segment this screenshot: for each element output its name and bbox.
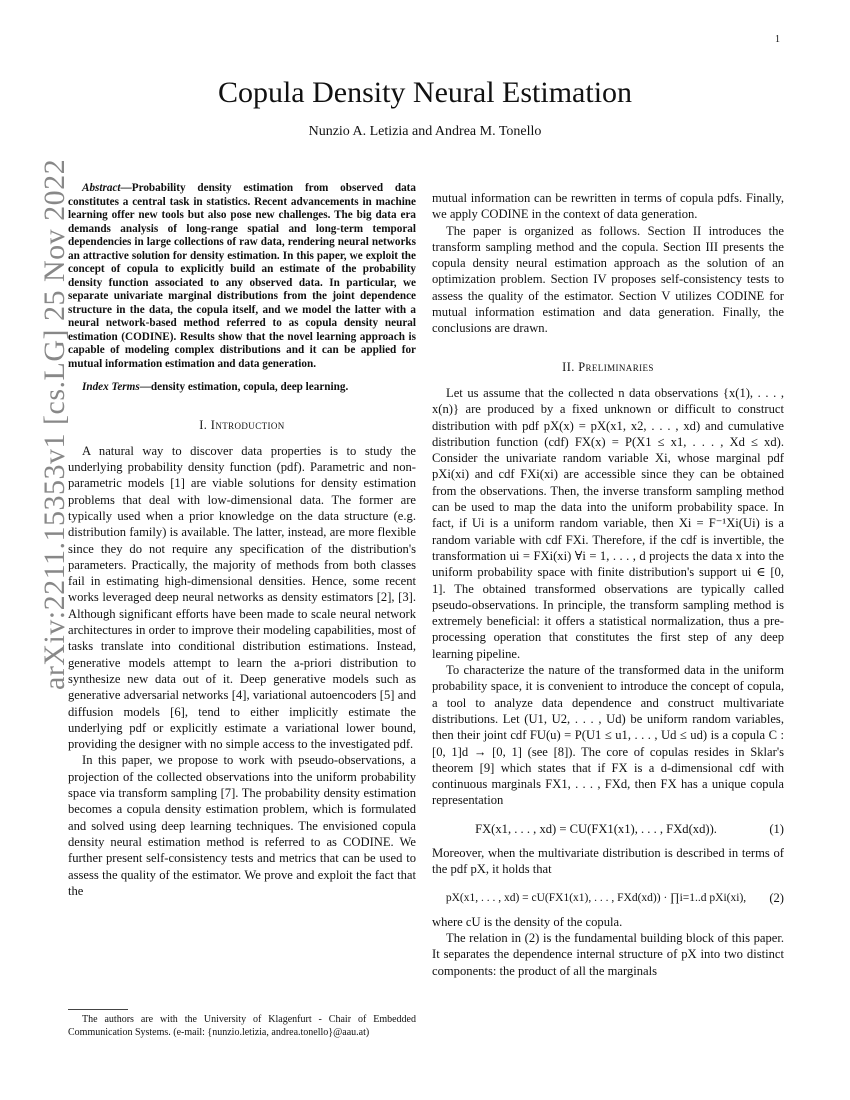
equation-1 <box>432 821 784 837</box>
body-paragraph: The paper is organized as follows. Section II introduces the transform sampling method and the copula. Section III presents the copula density neural estimation approach as the solution of an optimization problem. Section IV proposes self-consistency tests to assess the quality of the estimator. Section V utilizes CODINE for mutual information estimation and data generation. Finally, the conclusions are drawn. <box>432 223 784 336</box>
footnote-rule <box>68 1009 128 1010</box>
paper-title: Copula Density Neural Estimation <box>217 76 633 109</box>
body-paragraph: mutual information can be rewritten in terms of copula pdfs. Finally, we apply CODINE in the context of data generation. <box>432 191 784 222</box>
abstract <box>68 182 416 371</box>
paper-authors: Nunzio A. Letizia and Andrea M. Tonello <box>308 124 542 139</box>
section-heading-preliminaries: II. Preliminaries <box>562 359 654 374</box>
equation-2-body: pX(x1, . . . , xd) = cU(FX1(x1), . . . , FXd(xd)) · ∏i=1..d pXi(xi), <box>445 891 747 904</box>
footnote <box>68 1014 416 1039</box>
arxiv-sidebar-id: arXiv:2211.15353v1 [cs.LG] 25 Nov 2022 <box>38 158 71 690</box>
intro-paragraph: In this paper, we propose to work with pseudo-observations, a projection of the collected observations into the uniform probability space via transform sampling [7]. The probability density estimation becomes a copula density estimation problem, which is formulated and solved using deep learning techniques. The envisioned copula density neural estimation method is referred to as CODINE. We further present self-consistency tests and metrics that can be used to assess the quality of the estimator. We prove and exploit the fact that the <box>68 753 416 898</box>
abstract-label: Abstract <box>82 182 121 194</box>
equation-1-number: (1) <box>769 821 784 836</box>
equation-2 <box>432 890 784 906</box>
index-terms-text: —density estimation, copula, deep learning. <box>139 381 349 393</box>
abstract-text: —Probability density estimation from observed data constitutes a central task in statistics. Recent advancements in machine learning offer new tools but also pose new challenges. The big data era demands analysis of long-range spatial and long-term temporal dependencies in large collections of raw data, rendering neural networks an attractive solution for density estimation. In this paper, we exploit the concept of copula to explicitly build an estimate of the probability density function associated to any observed data. In particular, we separate univariate marginal distributions from the joint dependence structure in the data, the copula itself, and we model the latter with a neural network-based method referred to as copula density neural estimation (CODINE). Results show that the novel learning approach is capable of modeling complex distributions and it can be applied for mutual information estimation and data generation. <box>68 182 416 370</box>
index-terms-label: Index Terms <box>82 381 140 393</box>
equation-2-number: (2) <box>769 890 784 905</box>
body-paragraph: where cU is the density of the copula. <box>432 914 623 929</box>
body-paragraph: Moreover, when the multivariate distribution is described in terms of the pdf pX, it holds that <box>432 845 784 877</box>
body-paragraph: To characterize the nature of the transformed data in the uniform probability space, it is convenient to introduce the concept of copula, a tool to analyze data dependence and construct multivariate distributions. Let (U1, U2, . . . , Ud) be uniform random variables, then their joint cdf FU(u) = P(U1 ≤ u1, . . . , Ud ≤ ud) is a copula C : [0, 1]d → [0, 1] (see [8]). The core of copulas resides in Sklar's theorem [9] which states that if FX is a d-dimensional cdf with continuous marginals FX1, . . . , FXd, then FX has a unique copula representation <box>432 663 784 808</box>
right-column <box>432 190 784 979</box>
equation-1-body: FX(x1, . . . , xd) = CU(FX1(x1), . . . , FXd(xd)). <box>475 821 717 836</box>
body-paragraph: Let us assume that the collected n data observations {x(1), . . . , x(n)} are produced by a fixed unknown or difficult to construct distribution with pdf pX(x) = pX(x1, x2, . . . , xd) and cumulative distribution function (cdf) FX(x) = P(X1 ≤ x1, . . . , Xd ≤ xd). Consider the univariate random variable Xi, whose marginal pdf pXi(xi) and cdf FXi(xi) are accessible since they can be obtained from the observations. Then, the inverse transform sampling method can be used to map the data into the uniform probability space. In fact, if Ui is a uniform random variable, then Xi = F⁻¹Xi(Ui) is a random variable with cdf FXi. Therefore, if the cdf is invertible, the transformation ui = FXi(xi) ∀i = 1, . . . , d projects the data x into the uniform probability space with finite distribution's support ui ∈ [0, 1]. The obtained transformed observations are typically called pseudo-observations. In principle, the transform sampling method is extremely beneficial: it offers a statistical normalization, thus a pre-processing operation that constitutes the first step of any deep learning pipeline. <box>432 385 784 661</box>
index-terms <box>68 381 416 395</box>
page-number: 1 <box>775 34 780 45</box>
body-paragraph: The relation in (2) is the fundamental building block of this paper. It separates the dependence internal structure of pX into two distinct components: the product of all the marginals <box>432 931 784 978</box>
footnote-text: The authors are with the University of Klagenfurt - Chair of Embedded Communication Systems. (e-mail: {nunzio.letizia, andrea.tonello}@aau.at) <box>68 1014 416 1038</box>
section-heading-introduction: I. Introduction <box>199 417 285 432</box>
left-column <box>68 182 416 899</box>
intro-paragraph: A natural way to discover data properties is to study the underlying probability density function (pdf). Parametric and non-parametric models [1] are viable solutions for density estimation problems that deal with low-dimensional data. The former are typically used when a prior knowledge on the data structure (e.g. distribution family) is available. The latter, instead, are more flexible since they do not require any specification of the distribution's parameters. Practically, the majority of methods from both classes fail in estimating high-dimensional densities. Hence, some recent works leveraged deep neural networks as density estimators [2], [3]. Although significant efforts have been made to scale neural network architectures in order to improve their modeling capabilities, most of tasks translate into conditional distribution estimations. Instead, generative models attempt to learn the a-priori distribution to synthesize new data out of it. Deep generative models such as generative adversarial networks [4], variational autoencoders [5] and diffusion models [6], tend to either implicitly estimate the underlying pdf or explicitly estimate a variational lower bound, providing the designer with no simple access to the investigated pdf. <box>68 443 416 752</box>
